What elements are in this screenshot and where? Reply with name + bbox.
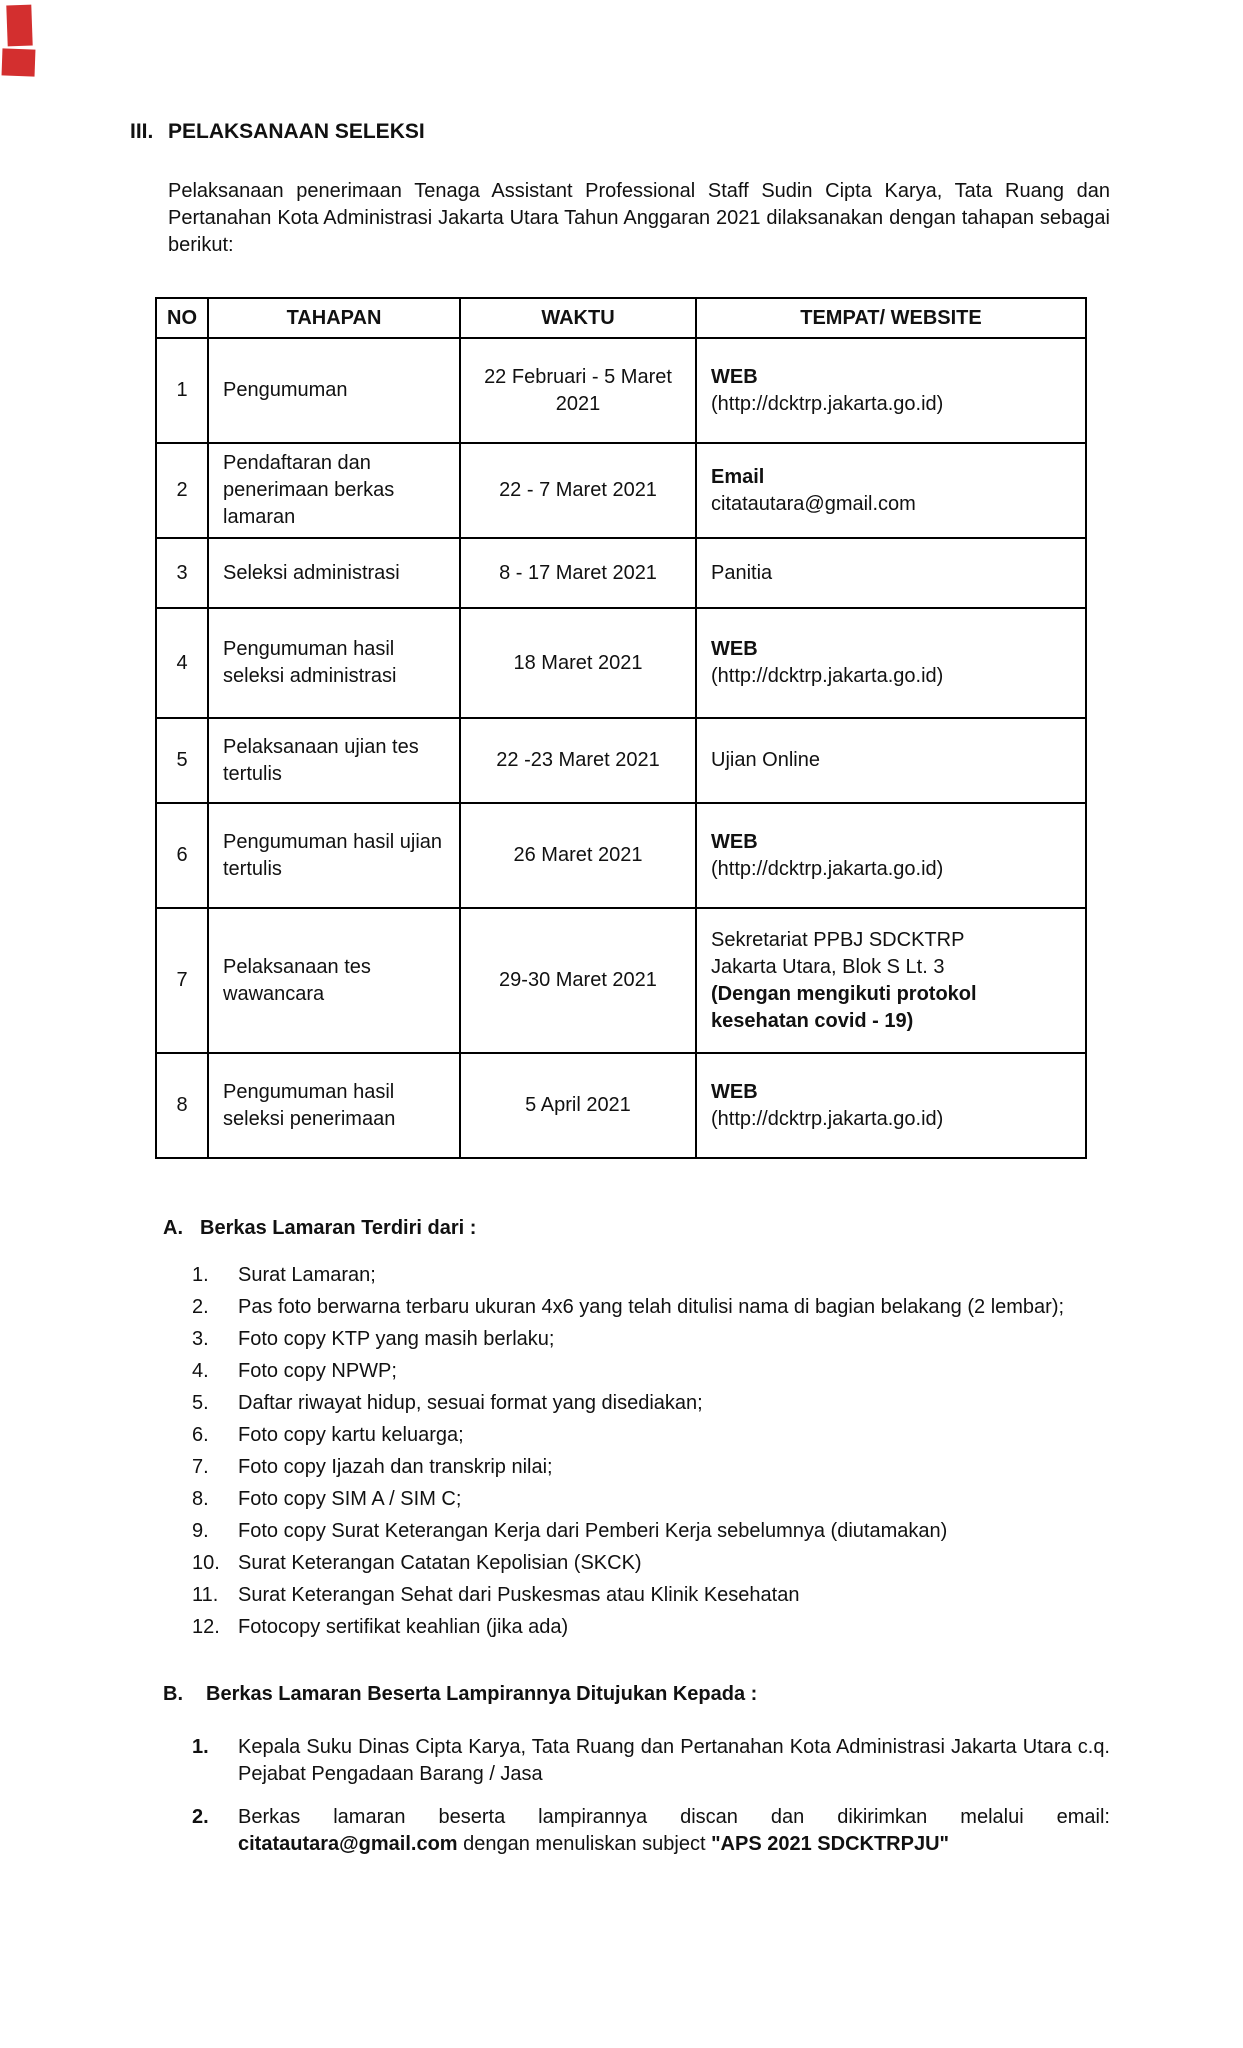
header-no: NO (156, 298, 208, 338)
email-instruction-text: Berkas lamaran beserta lampirannya discan dan dikirimkan melalui email: (238, 1806, 1110, 1829)
table-row (156, 1053, 1086, 1158)
list-item-text: Kepala Suku Dinas Cipta Karya, Tata Ruang dan Pertanahan Kota Administrasi Jakarta Utara c.q. Pejabat Pengadaan Barang / Jasa (238, 1736, 1110, 1786)
list-item (192, 1358, 1110, 1385)
cell-no: 1 (156, 338, 208, 443)
table-row (156, 803, 1086, 908)
cell-tempat (696, 608, 1086, 718)
cell-tahapan: Pengumuman (208, 338, 460, 443)
list-item (192, 1262, 1110, 1289)
tempat-bold-label: WEB (711, 365, 758, 388)
list-item (192, 1390, 1110, 1417)
cell-tahapan: Pengumuman hasil seleksi penerimaan (208, 1053, 460, 1158)
list-item-number: 12. (192, 1616, 220, 1639)
list-item-text: Fotocopy sertifikat keahlian (jika ada) (238, 1616, 569, 1639)
list-item-number: 4. (192, 1360, 209, 1383)
list-item-number: 1. (192, 1736, 209, 1759)
cell-tempat (696, 443, 1086, 538)
email-address-text: citatautara@gmail.com (238, 1833, 458, 1856)
cell-tahapan: Pelaksanaan tes wawancara (208, 908, 460, 1053)
cell-tahapan: Seleksi administrasi (208, 538, 460, 608)
tempat-text: Panitia (711, 561, 773, 584)
list-item-text: Daftar riwayat hidup, sesuai format yang disediakan; (238, 1392, 703, 1415)
section-b-number: B. (163, 1683, 183, 1706)
cell-tahapan: Pengumuman hasil seleksi administrasi (208, 608, 460, 718)
cell-no: 2 (156, 443, 208, 538)
cell-tempat (696, 338, 1086, 443)
list-item-number: 1. (192, 1264, 209, 1287)
cell-waktu: 22 - 7 Maret 2021 (460, 443, 696, 538)
tempat-text: (http://dcktrp.jakarta.go.id) (711, 857, 944, 880)
list-item-number: 2. (192, 1806, 209, 1829)
cell-waktu: 8 - 17 Maret 2021 (460, 538, 696, 608)
table-row (156, 338, 1086, 443)
tempat-text-line1: Sekretariat PPBJ SDCKTRP (711, 928, 965, 951)
tempat-bold-note: (Dengan mengikuti protokol kesehatan covid - 19) (711, 982, 977, 1032)
list-item-text: Foto copy NPWP; (238, 1360, 397, 1383)
list-item-number: 2. (192, 1296, 209, 1319)
intro-paragraph: Pelaksanaan penerimaan Tenaga Assistant Professional Staff Sudin Cipta Karya, Tata Ruang dan Pertanahan Kota Administrasi Jakarta Utara Tahun Anggaran 2021 dilaksanakan dengan tahapan sebagai berikut: (168, 180, 1110, 257)
red-mark-bottom (2, 48, 36, 76)
list-item (192, 1454, 1110, 1481)
list-item (192, 1582, 1110, 1609)
list-item-number: 3. (192, 1328, 209, 1351)
tempat-text: (http://dcktrp.jakarta.go.id) (711, 665, 944, 688)
table-row (156, 908, 1086, 1053)
list-item-text: Foto copy kartu keluarga; (238, 1424, 464, 1447)
tempat-bold-label: WEB (711, 638, 758, 661)
cell-tempat (696, 1053, 1086, 1158)
list-item-number: 11. (192, 1584, 219, 1607)
cell-no: 6 (156, 803, 208, 908)
list-item (192, 1294, 1110, 1321)
header-tahapan: TAHAPAN (208, 298, 460, 338)
list-item-number: 8. (192, 1488, 209, 1511)
list-item-text: Foto copy SIM A / SIM C; (238, 1488, 462, 1511)
list-item-text: Pas foto berwarna terbaru ukuran 4x6 yang telah ditulisi nama di bagian belakang (2 lembar); (238, 1296, 1065, 1319)
list-item (192, 1518, 1110, 1545)
list-item-number: 7. (192, 1456, 209, 1479)
email-subject-text: "APS 2021 SDCKTRPJU" (711, 1833, 950, 1856)
cell-no: 8 (156, 1053, 208, 1158)
cell-tempat (696, 718, 1086, 803)
tempat-bold-label: WEB (711, 830, 758, 853)
list-item-text: Surat Keterangan Catatan Kepolisian (SKCK) (238, 1552, 642, 1575)
header-tempat: TEMPAT/ WEBSITE (696, 298, 1086, 338)
table-row (156, 608, 1086, 718)
page-title-number: III. (130, 120, 154, 143)
list-item-text: Foto copy KTP yang masih berlaku; (238, 1328, 555, 1351)
cell-no: 7 (156, 908, 208, 1053)
list-item-text: Foto copy Ijazah dan transkrip nilai; (238, 1456, 553, 1479)
section-b-title: Berkas Lamaran Beserta Lampirannya Ditujukan Kepada : (206, 1683, 758, 1706)
tempat-bold-label: WEB (711, 1080, 758, 1103)
cell-tahapan: Pendaftaran dan penerimaan berkas lamaran (208, 443, 460, 538)
tempat-text: Ujian Online (711, 749, 820, 772)
header-waktu: WAKTU (460, 298, 696, 338)
page-title (130, 118, 1110, 146)
cell-waktu: 26 Maret 2021 (460, 803, 696, 908)
cell-waktu: 22 Februari - 5 Maret 2021 (460, 338, 696, 443)
list-item (192, 1422, 1110, 1449)
tempat-text: (http://dcktrp.jakarta.go.id) (711, 392, 944, 415)
table-header-row (156, 298, 1086, 338)
list-item-text (238, 1804, 1110, 1858)
cell-tahapan: Pengumuman hasil ujian tertulis (208, 803, 460, 908)
list-item (192, 1486, 1110, 1513)
red-mark-top (6, 5, 32, 47)
list-item-number: 10. (192, 1552, 220, 1575)
cell-waktu: 5 April 2021 (460, 1053, 696, 1158)
table-row (156, 718, 1086, 803)
cell-waktu: 22 -23 Maret 2021 (460, 718, 696, 803)
cell-tempat (696, 538, 1086, 608)
subject-instruction-text: dengan menuliskan subject (457, 1833, 712, 1856)
list-item-text: Surat Lamaran; (238, 1264, 376, 1287)
requirements-list (192, 1262, 1110, 1641)
tempat-text: citatautara@gmail.com (711, 492, 916, 515)
cell-no: 4 (156, 608, 208, 718)
tempat-bold-label: Email (711, 465, 765, 488)
cell-no: 5 (156, 718, 208, 803)
list-item-number: 9. (192, 1520, 209, 1543)
section-a-title: Berkas Lamaran Terdiri dari : (200, 1217, 477, 1240)
section-a-heading (163, 1215, 1110, 1242)
section-b-heading (163, 1681, 1110, 1708)
table-row (156, 538, 1086, 608)
list-item (192, 1804, 1110, 1858)
cell-tempat (696, 803, 1086, 908)
list-item (192, 1326, 1110, 1353)
cell-tahapan: Pelaksanaan ujian tes tertulis (208, 718, 460, 803)
list-item-text: Surat Keterangan Sehat dari Puskesmas atau Klinik Kesehatan (238, 1584, 800, 1607)
list-item-number: 6. (192, 1424, 209, 1447)
list-item (192, 1550, 1110, 1577)
submission-list (192, 1734, 1110, 1858)
page-title-text: PELAKSANAAN SELEKSI (168, 120, 425, 143)
tempat-text-line2: Jakarta Utara, Blok S Lt. 3 (711, 955, 945, 978)
selection-schedule-table (155, 297, 1087, 1159)
cell-waktu: 18 Maret 2021 (460, 608, 696, 718)
list-item (192, 1734, 1110, 1788)
table-row (156, 443, 1086, 538)
list-item-text: Foto copy Surat Keterangan Kerja dari Pemberi Kerja sebelumnya (diutamakan) (238, 1520, 948, 1543)
cell-no: 3 (156, 538, 208, 608)
list-item (192, 1614, 1110, 1641)
cell-waktu: 29-30 Maret 2021 (460, 908, 696, 1053)
section-a-number: A. (163, 1217, 183, 1240)
list-item-number: 5. (192, 1392, 209, 1415)
cell-tempat (696, 908, 1086, 1053)
tempat-text: (http://dcktrp.jakarta.go.id) (711, 1107, 944, 1130)
